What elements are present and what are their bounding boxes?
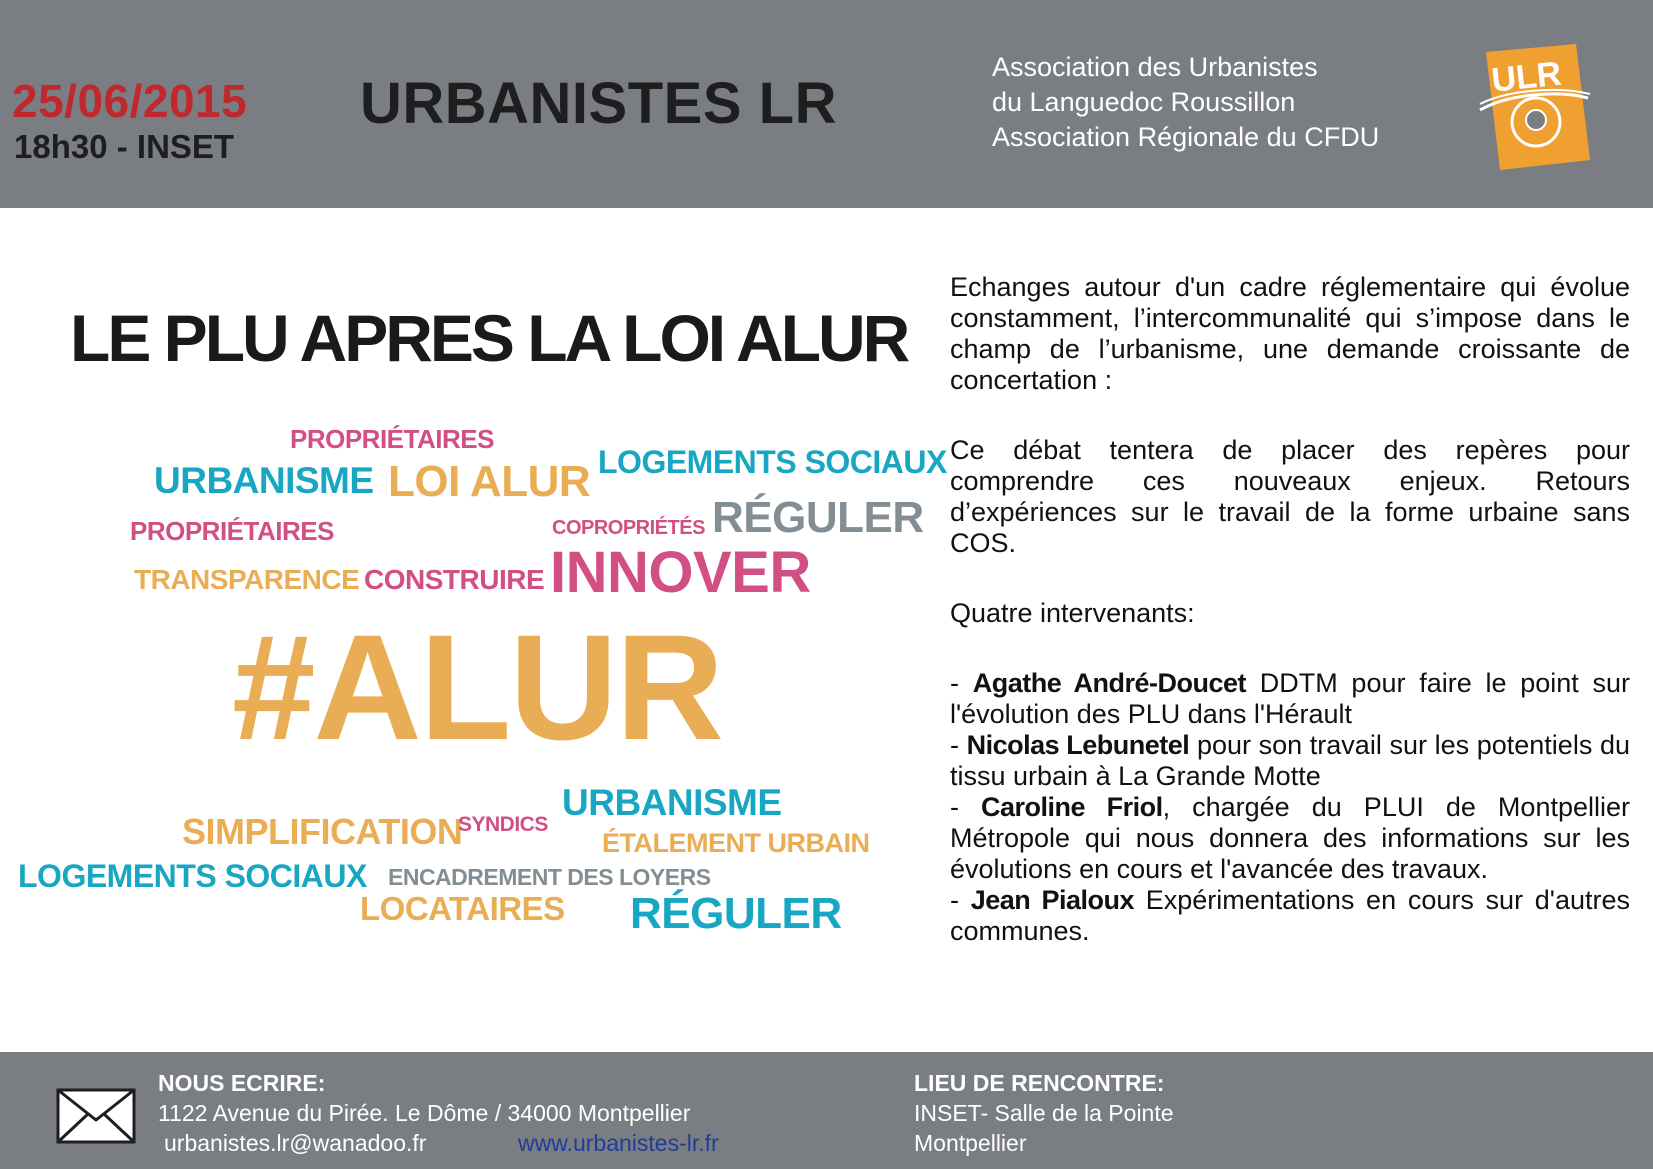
cloud-word: LOGEMENTS SOCIAUX (18, 858, 367, 894)
logo-text: ULR (1489, 54, 1564, 100)
cloud-word: PROPRIÉTAIRES (290, 424, 494, 454)
envelope-icon (56, 1088, 136, 1144)
cloud-word: RÉGULER (630, 889, 842, 938)
main-title: LE PLU APRES LA LOI ALUR (70, 301, 908, 375)
cloud-word: INNOVER (550, 540, 811, 605)
cloud-word: URBANISME (154, 460, 374, 501)
cloud-word: TRANSPARENCE (134, 564, 360, 595)
footer-banner (0, 1052, 1653, 1169)
cloud-word: CONSTRUIRE (364, 564, 545, 595)
association-line: Association des Urbanistes (992, 52, 1318, 82)
speakers-list (950, 668, 1630, 947)
event-description (950, 272, 1630, 947)
organization-title: URBANISTES LR (360, 71, 837, 136)
cloud-word: LOI ALUR (388, 457, 591, 506)
meeting-place: INSET- Salle de la Pointe (914, 1100, 1174, 1126)
email-link[interactable]: urbanistes.lr@wanadoo.fr (164, 1130, 427, 1156)
association-line: Association Régionale du CFDU (992, 122, 1380, 152)
event-time-place: 18h30 - INSET (14, 128, 235, 165)
speaker-name: Nicolas Lebunetel (966, 730, 1190, 760)
speaker-item: - Jean Pialoux Expérimentations en cours sur d'autres communes. (950, 885, 1630, 946)
speaker-item: - Agathe André-Doucet DDTM pour faire le point sur l'évolution des PLU dans l'Hérault (950, 668, 1631, 729)
intro-paragraph: Echanges autour d'un cadre réglementaire qui évolue constamment, l’intercommunalité qui s’impose dans le champ de l’urbanisme, une demande croissante de concertation : (950, 272, 1630, 395)
header-banner (0, 0, 1653, 208)
cloud-word: SIMPLIFICATION (182, 811, 463, 852)
association-info (992, 50, 1379, 155)
debate-paragraph: Ce débat tentera de placer des repères pour comprendre ces nouveaux enjeux. Retours d’expériences sur le travail de la forme urbaine sans COS. (950, 435, 1630, 558)
association-line: du Languedoc Roussillon (992, 87, 1296, 117)
cloud-word: RÉGULER (712, 493, 924, 542)
cloud-word: URBANISME (562, 782, 782, 823)
contact-heading: NOUS ECRIRE: (158, 1070, 326, 1096)
website-link[interactable]: www.urbanistes-lr.fr (518, 1130, 719, 1156)
cloud-word: LOGEMENTS SOCIAUX (598, 444, 947, 480)
speaker-item: - Nicolas Lebunetel pour son travail sur les potentiels du tissu urbain à La Grande Motte (950, 730, 1630, 791)
speaker-name: Jean Pialoux (970, 885, 1135, 915)
speaker-name: Agathe André-Doucet (972, 668, 1246, 698)
cloud-word: SYNDICS (458, 813, 548, 836)
meeting-heading: LIEU DE RENCONTRE: (914, 1070, 1165, 1096)
cloud-word: ENCADREMENT DES LOYERS (388, 864, 711, 890)
speakers-heading: Quatre intervenants: (950, 598, 1195, 628)
speaker-item: - Caroline Friol, chargée du PLUI de Montpellier Métropole qui nous donnera des informations sur les évolutions en cours et l'avancée des travaux. (950, 792, 1630, 884)
speaker-name: Caroline Friol (981, 792, 1163, 822)
meeting-city: Montpellier (914, 1130, 1027, 1156)
word-cloud (0, 400, 947, 960)
cloud-word-featured: #ALUR (232, 603, 723, 771)
postal-address: 1122 Avenue du Pirée. Le Dôme / 34000 Montpellier (158, 1100, 691, 1126)
ulr-logo-icon (1478, 42, 1593, 172)
cloud-word: LOCATAIRES (360, 890, 565, 927)
event-date: 25/06/2015 (12, 75, 248, 127)
cloud-word: COPROPRIÉTÉS (552, 517, 705, 539)
cloud-word: ÉTALEMENT URBAIN (602, 828, 870, 858)
cloud-word: PROPRIÉTAIRES (130, 516, 334, 546)
